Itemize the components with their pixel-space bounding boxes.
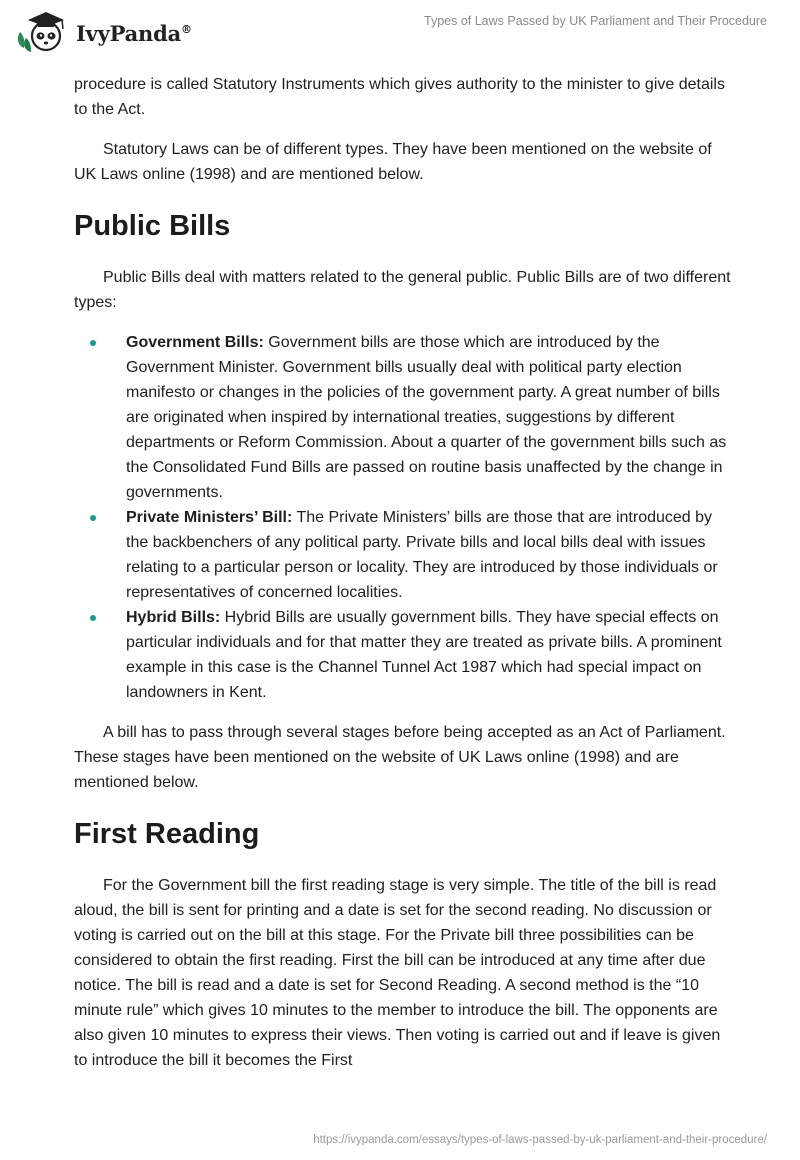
document-title: Types of Laws Passed by UK Parliament and Their Procedure <box>424 14 767 28</box>
list-item: Government Bills: Government bills are those which are introduced by the Government Minister. Government bills usually deal with political party election manifesto or changes in the policies of the government party. A great number of bills are originated when inspired by international treaties, suggestions by different departments or Reform Commission. About a quarter of the government bills such as the Consolidated Fund Bills are passed on routine basis unaffected by the change in governments. <box>74 330 734 505</box>
bullet-icon <box>90 515 96 521</box>
section-heading-first-reading: First Reading <box>74 818 260 850</box>
paragraph: A bill has to pass through several stages before being accepted as an Act of Parliament. These stages have been mentioned on the website of UK Laws online (1998) and are mentioned below. <box>74 724 726 791</box>
source-url-link[interactable]: https://ivypanda.com/essays/types-of-laws-passed-by-uk-parliament-and-their-procedure/ <box>313 1134 767 1146</box>
section-heading-public-bills: Public Bills <box>74 210 231 242</box>
paragraph: procedure is called Statutory Instruments which gives authority to the minister to give details to the Act. <box>74 76 725 118</box>
bullet-icon <box>90 615 96 621</box>
ivypanda-logo[interactable] <box>16 8 192 54</box>
paragraph: For the Government bill the first reading stage is very simple. The title of the bill is read aloud, the bill is sent for printing and a date is set for the second reading. No discussion or voting is carried out on the bill at this stage. For the Private bill three possibilities can be considered to obtain the first reading. First the bill can be introduced at any time after due notice. The bill is read and a date is set for Second Reading. A second method is the “10 minute rule” which gives 10 minutes to the member to introduce the bill. The opponents are also given 10 minutes to express their views. Then voting is carried out and if leave is given to introduce the bill it becomes the First <box>74 877 721 1069</box>
page-header <box>0 0 800 70</box>
brand-name: IvyPanda® <box>76 20 192 46</box>
bill-types-list <box>74 330 734 705</box>
list-item: Hybrid Bills: Hybrid Bills are usually government bills. They have special effects on particular individuals and for that matter they are treated as private bills. A prominent example in this case is the Channel Tunnel Act 1987 which had special impact on landowners in Kent. <box>74 605 734 705</box>
paragraph: Public Bills deal with matters related to the general public. Public Bills are of two different types: <box>74 269 731 311</box>
essay-content <box>74 72 734 1073</box>
list-item: Private Ministers’ Bill: The Private Ministers’ bills are those that are introduced by the backbenchers of any political party. Private bills and local bills deal with issues relating to a particular person or locality. They are introduced by those individuals or representatives of concerned localities. <box>74 505 734 605</box>
panda-graduate-icon <box>16 8 72 54</box>
bullet-icon <box>90 340 96 346</box>
paragraph: Statutory Laws can be of different types. They have been mentioned on the website of UK Laws online (1998) and are mentioned below. <box>74 141 712 183</box>
